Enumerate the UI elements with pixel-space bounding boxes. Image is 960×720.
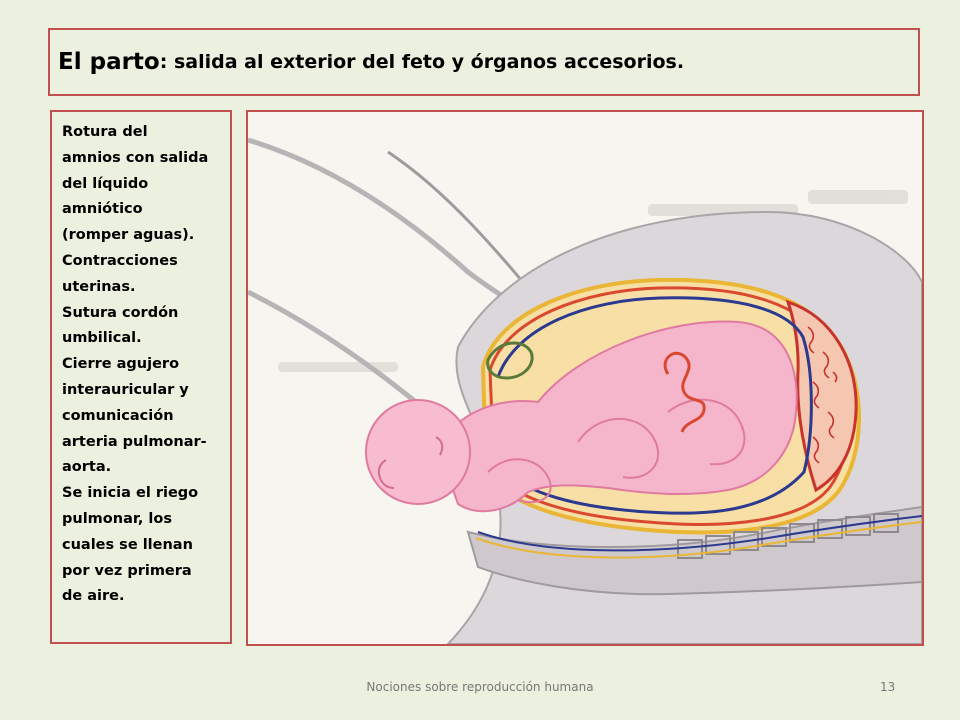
title-frame xyxy=(48,28,920,96)
slide-footer: Nociones sobre reproducción humana xyxy=(366,680,594,694)
text-line: arteria pulmonar- xyxy=(62,433,207,450)
slide-title: El parto xyxy=(58,49,160,75)
text-line: Contracciones xyxy=(62,252,178,269)
text-line: pulmonar, los xyxy=(62,510,172,527)
text-line: Se inicia el riego xyxy=(62,485,199,502)
text-line: amniótico xyxy=(62,201,143,218)
text-line: amnios con salida xyxy=(62,149,209,166)
text-line: (romper aguas). xyxy=(62,227,195,244)
text-line: Cierre agujero xyxy=(62,356,180,373)
fetus-head xyxy=(366,400,470,504)
text-line: Rotura del xyxy=(62,124,148,140)
text-line: del líquido xyxy=(62,175,149,192)
text-line: de aire. xyxy=(62,588,125,605)
text-line: Sutura cordón xyxy=(62,304,179,321)
text-line: cuales se llenan xyxy=(62,536,193,553)
text-line: aorta. xyxy=(62,459,112,476)
text-line: umbilical. xyxy=(62,330,142,347)
text-line: por vez primera xyxy=(62,562,192,579)
text-line: uterinas. xyxy=(62,278,136,295)
text-line: comunicación xyxy=(62,407,174,424)
birth-illustration xyxy=(246,110,924,646)
slide-subtitle: : salida al exterior del feto y órganos accesorios. xyxy=(159,51,685,73)
birth-illustration-svg xyxy=(248,112,922,644)
text-panel xyxy=(50,110,232,644)
text-line: interauricular y xyxy=(62,381,189,398)
page-number: 13 xyxy=(880,680,896,694)
